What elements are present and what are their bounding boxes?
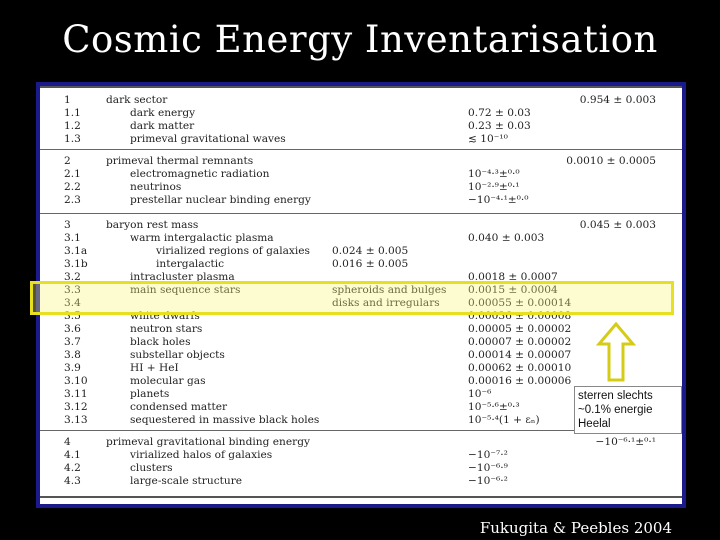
row-label: warm intergalactic plasma — [130, 232, 274, 244]
row-value: −10⁻⁶·⁹ — [468, 462, 508, 474]
row-label: condensed matter — [130, 401, 228, 413]
row-label: black holes — [130, 336, 191, 348]
table-row — [40, 94, 682, 107]
row-label: planets — [130, 388, 170, 400]
row-value: 0.00055 ± 0.00014 — [468, 297, 572, 309]
note-line-2: ~0.1% energie — [578, 404, 653, 416]
row-value: 10⁻⁴·³±⁰·⁰ — [468, 168, 520, 180]
row-label: molecular gas — [130, 375, 206, 387]
row-label: baryon rest mass — [106, 219, 199, 231]
row-number: 4.1 — [64, 449, 81, 461]
table-row — [40, 107, 682, 120]
row-number: 2.3 — [64, 194, 81, 206]
row-number: 3.1 — [64, 232, 81, 244]
table-rule — [40, 86, 682, 88]
row-value: 10⁻⁶ — [468, 388, 492, 400]
row-number: 3.7 — [64, 336, 81, 348]
table-row — [40, 462, 682, 475]
row-number: 3.12 — [64, 401, 88, 413]
row-number: 3 — [64, 219, 71, 231]
table-row — [40, 133, 682, 146]
row-label: HI + HeI — [130, 362, 179, 374]
row-label: primeval gravitational binding energy — [106, 436, 310, 448]
row-value: ≲ 10⁻¹⁰ — [468, 133, 508, 145]
table-rule — [40, 149, 682, 150]
row-total: 0.954 ± 0.003 — [579, 94, 656, 106]
row-number: 2.1 — [64, 168, 81, 180]
row-subvalue: 0.016 ± 0.005 — [332, 258, 409, 270]
row-subvalue: disks and irregulars — [332, 297, 440, 309]
table-row — [40, 258, 682, 271]
row-label: virialized halos of galaxies — [130, 449, 273, 461]
row-value: 10⁻⁵·⁶±⁰·³ — [468, 401, 520, 413]
row-number: 3.1a — [64, 245, 88, 257]
table-rule — [40, 213, 682, 214]
row-value: 10⁻²·⁹±⁰·¹ — [468, 181, 520, 193]
table-row — [40, 155, 682, 168]
row-label: dark matter — [130, 120, 195, 132]
row-number: 2 — [64, 155, 71, 167]
row-value: 0.23 ± 0.03 — [468, 120, 531, 132]
row-label: large-scale structure — [130, 475, 243, 487]
row-label: dark energy — [130, 107, 196, 119]
row-number: 3.3 — [64, 284, 81, 296]
row-value: 0.0015 ± 0.0004 — [468, 284, 558, 296]
row-label: neutron stars — [130, 323, 203, 335]
row-subvalue: 0.024 ± 0.005 — [332, 245, 409, 257]
table-row — [40, 449, 682, 462]
table-row — [40, 323, 682, 336]
row-number: 1 — [64, 94, 71, 106]
row-number: 3.6 — [64, 323, 81, 335]
row-number: 4.3 — [64, 475, 81, 487]
table-row — [40, 168, 682, 181]
row-number: 3.11 — [64, 388, 88, 400]
row-value: 0.00014 ± 0.00007 — [468, 349, 572, 361]
table-row — [40, 219, 682, 232]
row-value: −10⁻⁴·¹±⁰·⁰ — [468, 194, 529, 206]
table-row — [40, 436, 682, 449]
row-value: −10⁻⁶·² — [468, 475, 508, 487]
row-number: 3.2 — [64, 271, 81, 283]
row-number: 4.2 — [64, 462, 81, 474]
table-row — [40, 362, 682, 375]
row-number: 3.8 — [64, 349, 81, 361]
row-subvalue: spheroids and bulges — [332, 284, 447, 296]
row-label: primeval thermal remnants — [106, 155, 254, 167]
row-value: 0.0018 ± 0.0007 — [468, 271, 558, 283]
row-label: intracluster plasma — [130, 271, 235, 283]
row-label: substellar objects — [130, 349, 225, 361]
row-label: dark sector — [106, 94, 168, 106]
stars-note — [574, 386, 682, 434]
row-number: 4 — [64, 436, 71, 448]
row-number: 3.5 — [64, 310, 81, 322]
row-value: 0.00005 ± 0.00002 — [468, 323, 572, 335]
row-label: prestellar nuclear binding energy — [130, 194, 311, 206]
row-value: 0.72 ± 0.03 — [468, 107, 531, 119]
note-line-3: Heelal — [578, 418, 611, 430]
row-total: −10⁻⁶·¹±⁰·¹ — [595, 436, 656, 448]
row-value: 0.00062 ± 0.00010 — [468, 362, 572, 374]
table-row — [40, 349, 682, 362]
citation-credit: Fukugita & Peebles 2004 — [479, 519, 672, 537]
row-value: 10⁻⁵·⁴(1 + εₙ) — [468, 414, 540, 426]
row-value: 0.00016 ± 0.00006 — [468, 375, 572, 387]
note-line-1: sterren slechts — [578, 390, 653, 402]
stars-highlight-box — [30, 281, 674, 315]
row-total: 0.045 ± 0.003 — [579, 219, 656, 231]
row-label: primeval gravitational waves — [130, 133, 286, 145]
row-number: 1.2 — [64, 120, 81, 132]
row-label: electromagnetic radiation — [130, 168, 270, 180]
row-number: 3.10 — [64, 375, 88, 387]
row-number: 1.3 — [64, 133, 81, 145]
row-label: virialized regions of galaxies — [156, 245, 310, 257]
table-row — [40, 120, 682, 133]
table-row — [40, 194, 682, 207]
row-label: sequestered in massive black holes — [130, 414, 320, 426]
row-number: 3.4 — [64, 297, 81, 309]
row-number: 3.1b — [64, 258, 88, 270]
row-value: 0.00036 ± 0.00008 — [468, 310, 572, 322]
table-row — [40, 232, 682, 245]
row-label: main sequence stars — [130, 284, 241, 296]
table-row — [40, 245, 682, 258]
row-number: 2.2 — [64, 181, 81, 193]
row-value: 0.040 ± 0.003 — [468, 232, 545, 244]
row-total: 0.0010 ± 0.0005 — [566, 155, 656, 167]
row-label: white dwarfs — [130, 310, 200, 322]
up-arrow-icon — [596, 322, 636, 382]
table-row — [40, 475, 682, 488]
row-value: 0.00007 ± 0.00002 — [468, 336, 572, 348]
row-number: 3.9 — [64, 362, 81, 374]
table-row — [40, 181, 682, 194]
row-number: 3.13 — [64, 414, 88, 426]
row-number: 1.1 — [64, 107, 81, 119]
table-rule — [40, 496, 682, 498]
table-row — [40, 336, 682, 349]
row-label: clusters — [130, 462, 173, 474]
slide-title: Cosmic Energy Inventarisation — [62, 18, 658, 61]
row-value: −10⁻⁷·² — [468, 449, 508, 461]
row-label: neutrinos — [130, 181, 182, 193]
row-label: intergalactic — [156, 258, 225, 270]
